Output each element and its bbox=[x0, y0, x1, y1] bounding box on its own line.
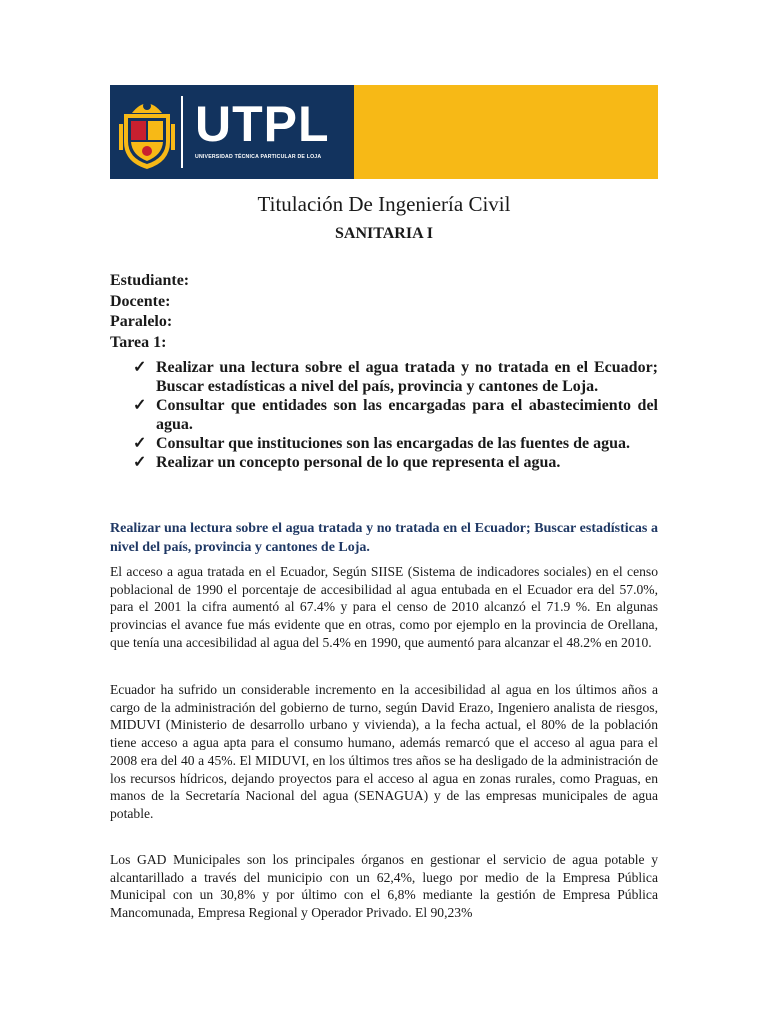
task-item bbox=[133, 434, 658, 453]
body-paragraph: El acceso a agua tratada en el Ecuador, Según SIISE (Sistema de indicadores sociales) en el censo poblacional de 1990 el porcentaje de accesibilidad al agua entubada en el Ecuador era del 57.0%, para el 2001 la cifra aumentó al 67.4% y para el censo de 2010 alcanzó el 71.9 %. En algunas provincias el avance fue más evidente que en otras, como por ejemplo en la provincia de Orellana, que tenía una accesibilidad al agua del 5.4% en 1990, que aumentó para alcanzar el 48.2% en 2010. bbox=[110, 564, 658, 650]
task-item bbox=[133, 453, 658, 472]
field-task: Tarea 1: bbox=[110, 333, 167, 351]
banner-accent bbox=[354, 85, 658, 179]
task-item bbox=[133, 396, 658, 434]
brand-divider bbox=[181, 96, 183, 168]
section-heading: Realizar una lectura sobre el agua tratada y no tratada en el Ecuador; Buscar estadísticas a nivel del país, provincia y cantones de Loja. bbox=[110, 521, 658, 555]
brand-logo-text: UTPL bbox=[195, 96, 330, 152]
student-fields bbox=[110, 271, 189, 353]
task-text: Realizar un concepto personal de lo que representa el agua. bbox=[156, 454, 561, 471]
page-title: Titulación De Ingeniería Civil bbox=[257, 192, 511, 216]
field-section: Paralelo: bbox=[110, 313, 173, 330]
header-banner bbox=[110, 85, 658, 179]
field-teacher: Docente: bbox=[110, 292, 171, 310]
checkmark-icon: ✓ bbox=[133, 435, 147, 452]
checkmark-icon: ✓ bbox=[133, 359, 147, 376]
task-list bbox=[133, 358, 658, 472]
university-crest-icon bbox=[118, 94, 176, 170]
course-subtitle: SANITARIA I bbox=[335, 225, 433, 242]
task-text: Consultar que instituciones son las encargadas de las fuentes de agua. bbox=[156, 435, 630, 452]
task-text: Consultar que entidades son las encargadas para el abastecimiento del agua. bbox=[156, 397, 658, 433]
body-paragraph: Los GAD Municipales son los principales órganos en gestionar el servicio de agua potable y alcantarillado a través del municipio con un 62,4%, luego por medio de la Empresa Pública Municipal con un 30,8% y por último con el 6,8% mediante la gestión de Empresa Pública Mancomunada, Empresa Regional y Operador Privado. El 90,23% bbox=[110, 852, 658, 921]
brand-block bbox=[110, 85, 354, 179]
checkmark-icon: ✓ bbox=[133, 397, 147, 414]
task-text: Realizar una lectura sobre el agua tratada y no tratada en el Ecuador; Buscar estadísticas a nivel del país, provincia y cantones de Loja. bbox=[156, 359, 658, 395]
body-paragraph: Ecuador ha sufrido un considerable incremento en la accesibilidad al agua en los últimos años a cargo de la administración del gobierno de turno, según David Erazo, Ingeniero analista de riesgos, MIDUVI (Ministerio de desarrollo urbano y vivienda), a la fecha actual, el 80% de la población tiene acceso a agua apta para el consumo humano, además remarcó que el acceso al agua para el 2008 era del 40 a 45%. El MIDUVI, en los últimos tres años se ha desligado de la administración de los recursos hídricos, dejando proyectos para el acceso al agua en zonas rurales, como Praguas, en manos de la Secretaría Nacional del agua (SENAGUA) y de las empresas municipales de agua potable. bbox=[110, 682, 658, 821]
brand-subtitle: UNIVERSIDAD TÉCNICA PARTICULAR DE LOJA bbox=[195, 154, 322, 160]
checkmark-icon: ✓ bbox=[133, 454, 147, 471]
task-item bbox=[133, 358, 658, 396]
field-student: Estudiante: bbox=[110, 272, 190, 289]
